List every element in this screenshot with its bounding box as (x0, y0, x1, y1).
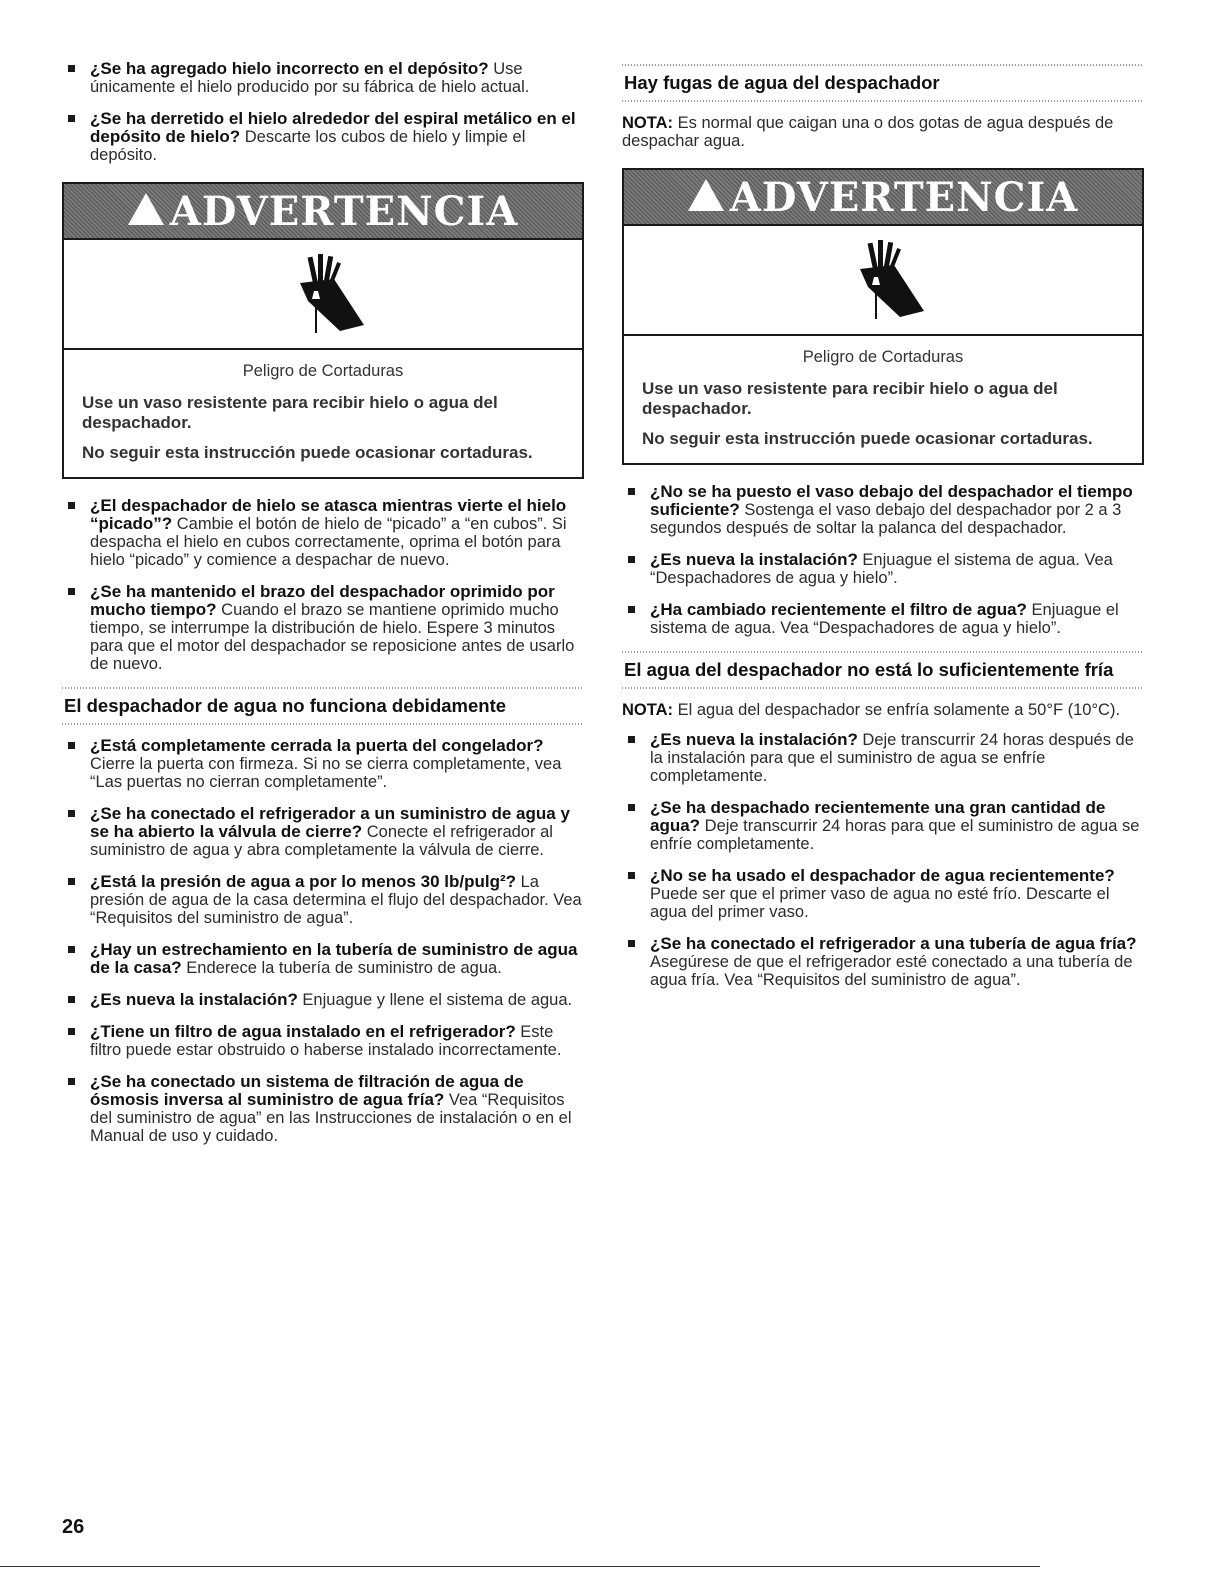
list-item (62, 60, 584, 96)
bullet-answer: Vea “Requisitos del suministro de agua” en las Instrucciones de instalación o en el Manual de uso y cuidado. (90, 1091, 572, 1145)
ice-bullets-top (62, 60, 584, 164)
warning-subtitle: Peligro de Cortaduras (802, 348, 964, 366)
bullet-square-icon (628, 488, 635, 495)
bullet-question: ¿Tiene un filtro de agua instalado en el refrigerador? (90, 1022, 516, 1041)
list-item (622, 551, 1144, 587)
bullet-question: ¿Se ha conectado un sistema de filtración de agua de ósmosis inversa al suministro de agua fría? (90, 1072, 524, 1109)
bullet-square-icon (68, 742, 75, 749)
list-item (62, 110, 584, 164)
bullet-square-icon (68, 996, 75, 1003)
bullet-answer: Puede ser que el primer vaso de agua no esté frío. Descarte el agua del primer vaso. (650, 885, 1110, 921)
ice-bullets-mid (62, 497, 584, 673)
list-item (62, 941, 584, 977)
bullet-square-icon (628, 606, 635, 613)
left-column (62, 60, 584, 1159)
bullet-square-icon (68, 65, 75, 72)
note-text: El agua del despachador se enfría solamente a 50°F (10°C). (673, 701, 1121, 719)
warning-subtitle: Peligro de Cortaduras (242, 362, 404, 380)
bullet-square-icon (68, 588, 75, 595)
bullet-answer: Descarte los cubos de hielo y limpie el depósito. (90, 128, 526, 164)
list-item (62, 497, 584, 569)
bullet-square-icon (628, 804, 635, 811)
bullet-answer: Deje transcurrir 24 horas para que el suministro de agua se enfríe completamente. (650, 817, 1140, 853)
warning-text: Use un vaso resistente para recibir hielo o agua del despachador. (82, 393, 498, 432)
warning-text: No seguir esta instrucción puede ocasionar cortaduras. (82, 443, 533, 462)
bullet-square-icon (68, 810, 75, 817)
bullet-answer: Cambie el botón de hielo de “picado” a “en cubos”. Si despacha el hielo en cubos correctamente, oprima el botón para hielo “picado” y comience a despachar de nuevo. (90, 515, 567, 569)
bullet-answer: Enjuague y llene el sistema de agua. (297, 991, 573, 1009)
warning-title: ADVERTENCIA (169, 187, 519, 235)
bullet-answer: La presión de agua de la casa determina el flujo del despachador. Vea “Requisitos del suministro de agua”. (90, 873, 582, 927)
list-item (62, 1073, 584, 1145)
note (622, 114, 1144, 150)
bullet-question: ¿Se ha conectado el refrigerador a un suministro de agua y se ha abierto la válvula de cierre? (90, 804, 570, 841)
warning-box-left (62, 182, 584, 479)
bullet-question: ¿Se ha agregado hielo incorrecto en el depósito? (90, 59, 489, 78)
bullet-answer: Cierre la puerta con firmeza. Si no se cierra completamente, vea “Las puertas no cierran completamente”. (90, 755, 562, 791)
list-item (62, 991, 584, 1009)
bullet-question: ¿Es nueva la instalación? (650, 730, 858, 749)
section-header (622, 64, 1144, 102)
list-item (622, 601, 1144, 637)
cut-hazard-hand-icon (278, 249, 368, 339)
note (622, 701, 1144, 719)
cut-hazard-hand-icon (838, 235, 928, 325)
list-item (62, 1023, 584, 1059)
water-dispenser-bullets (62, 737, 584, 1145)
bullet-answer: Asegúrese de que el refrigerador esté conectado a una tubería de agua fría. Vea “Requisitos del suministro de agua”. (650, 953, 1133, 989)
page-number: 26 (62, 1516, 85, 1538)
bullet-square-icon (68, 502, 75, 509)
bullet-question: ¿Se ha mantenido el brazo del despachador oprimido por mucho tiempo? (90, 582, 555, 619)
note-label: NOTA: (622, 701, 674, 719)
bullet-answer: Deje transcurrir 24 horas después de la instalación para que el suministro de agua se enfríe completamente. (650, 731, 1134, 785)
bullet-answer: Enderece la tubería de suministro de agua. (181, 959, 502, 977)
bullet-question: ¿No se ha usado el despachador de agua recientemente? (650, 866, 1115, 885)
bullet-square-icon (628, 556, 635, 563)
cold-water-bullets (622, 731, 1144, 989)
bottom-rule (0, 1566, 1040, 1567)
bullet-question: ¿Se ha derretido el hielo alrededor del espiral metálico en el depósito de hielo? (90, 109, 576, 146)
warning-text: No seguir esta instrucción puede ocasionar cortaduras. (642, 429, 1093, 448)
bullet-question: ¿El despachador de hielo se atasca mientras vierte el hielo “picado”? (90, 496, 567, 533)
list-item (622, 483, 1144, 537)
bullet-answer: Conecte el refrigerador al suministro de agua y abra completamente la válvula de cierre. (90, 823, 553, 859)
list-item (622, 867, 1144, 921)
bullet-question: ¿Hay un estrechamiento en la tubería de suministro de agua de la casa? (90, 940, 578, 977)
list-item (622, 799, 1144, 853)
bullet-question: ¿Ha cambiado recientemente el filtro de agua? (650, 600, 1027, 619)
warning-header (624, 170, 1142, 226)
bullet-question: ¿Está la presión de agua a por lo menos 30 lb/pulg²? (90, 872, 517, 891)
note-text: Es normal que caigan una o dos gotas de agua después de despachar agua. (622, 114, 1114, 150)
list-item (62, 805, 584, 859)
section-header (622, 651, 1144, 689)
warning-header (64, 184, 582, 240)
bullet-square-icon (68, 1078, 75, 1085)
bullet-answer: Use únicamente el hielo producido por su fábrica de hielo actual. (90, 60, 530, 96)
bullet-question: ¿Es nueva la instalación? (650, 550, 858, 569)
warning-box-right (622, 168, 1144, 465)
bullet-square-icon (68, 1028, 75, 1035)
note-label: NOTA: (622, 114, 674, 132)
bullet-square-icon (628, 940, 635, 947)
list-item (62, 583, 584, 673)
list-item (62, 873, 584, 927)
list-item (622, 935, 1144, 989)
bullet-answer: Este filtro puede estar obstruido o haberse instalado incorrectamente. (90, 1023, 562, 1059)
warning-text: Use un vaso resistente para recibir hielo o agua del despachador. (642, 379, 1058, 418)
leak-bullets (622, 483, 1144, 637)
list-item (62, 737, 584, 791)
bullet-square-icon (68, 946, 75, 953)
warning-triangle-icon (688, 179, 724, 211)
bullet-square-icon (628, 872, 635, 879)
bullet-square-icon (68, 115, 75, 122)
bullet-question: ¿No se ha puesto el vaso debajo del despachador el tiempo suficiente? (650, 482, 1133, 519)
bullet-question: ¿Es nueva la instalación? (90, 990, 298, 1009)
bullet-question: ¿Se ha conectado el refrigerador a una tubería de agua fría? (650, 934, 1137, 953)
section-header (62, 687, 584, 725)
list-item (622, 731, 1144, 785)
bullet-answer: Enjuague el sistema de agua. Vea “Despachadores de agua y hielo”. (650, 551, 1113, 587)
section-title: El agua del despachador no está lo suficientemente fría (624, 659, 1114, 680)
bullet-answer: Cuando el brazo se mantiene oprimido mucho tiempo, se interrumpe la distribución de hielo. Espere 3 minutos para que el motor del despachador se reposicione antes de usarlo de nuevo. (90, 601, 575, 673)
bullet-question: ¿Se ha despachado recientemente una gran cantidad de agua? (650, 798, 1106, 835)
bullet-answer: Enjuague el sistema de agua. Vea “Despachadores de agua y hielo”. (650, 601, 1119, 637)
bullet-answer: Sostenga el vaso debajo del despachador por 2 a 3 segundos después de soltar la palanca del despachador. (650, 501, 1122, 537)
section-title: Hay fugas de agua del despachador (624, 72, 940, 93)
right-column (622, 64, 1144, 1003)
section-title: El despachador de agua no funciona debidamente (64, 695, 507, 716)
bullet-square-icon (68, 878, 75, 885)
bullet-square-icon (628, 736, 635, 743)
warning-title: ADVERTENCIA (729, 173, 1079, 221)
warning-triangle-icon (128, 193, 164, 225)
bullet-question: ¿Está completamente cerrada la puerta del congelador? (90, 736, 544, 755)
